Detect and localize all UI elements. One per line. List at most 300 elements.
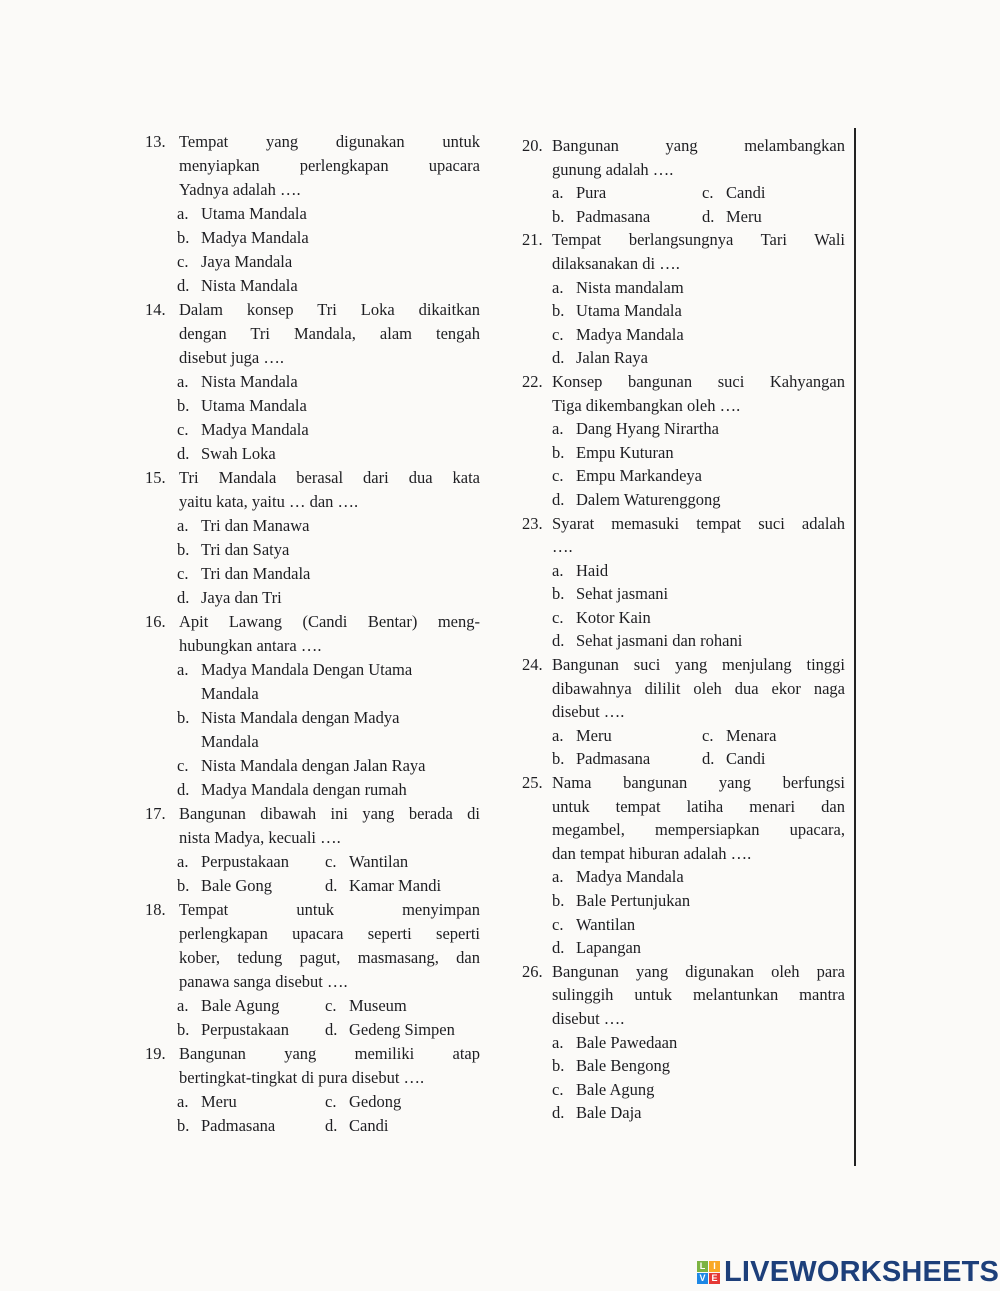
question [145,298,480,466]
logo-text: LIVEWORKSHEETS [724,1256,1000,1288]
option-letter: d. [177,780,190,799]
option-text: Wantilan [349,852,409,871]
answer-option [552,181,702,205]
option-row [552,747,845,771]
option-line: Sehat jasmani [576,584,669,604]
tile-l: L [697,1261,708,1272]
option-line: Jaya Mandala [201,252,293,271]
option-text: Padmasana [201,1116,276,1135]
stem-line: Bangunan yang digunakan oleh para [552,961,845,981]
option-line: Utama Mandala [201,396,307,415]
option-text: Perpustakaan [201,852,289,871]
option-text: Menara [726,725,777,745]
option-line: Bale Pertunjukan [576,891,691,910]
answer-option [552,205,702,229]
answer-option [177,418,480,442]
answer-option [325,850,408,874]
answer-option [177,514,480,538]
option-letter: d. [325,1116,338,1135]
stem-line: untuk tempat latiha menari dan [552,796,845,816]
option-row [552,205,845,229]
tile-i: I [709,1261,720,1272]
answer-option [552,346,845,370]
question-stem [179,1042,480,1090]
question [522,512,845,654]
question-stem [179,610,480,658]
option-line: Utama Mandala [576,301,682,321]
option-line: Mandala [201,732,259,751]
stem-line: nista Madya, kecuali …. [179,828,341,847]
option-line: Kotor Kain [576,607,651,627]
question-stem [179,298,480,370]
option-letter: c. [177,564,189,583]
option-letter: d. [552,631,565,651]
answer-option [177,994,325,1018]
tile-e: E [709,1273,720,1284]
answer-option [177,1090,325,1114]
option-row [177,1090,480,1114]
option-text [201,514,309,538]
answer-option [702,205,762,229]
question-stem [552,771,845,865]
option-text: Candi [726,183,766,203]
option-text [201,586,282,610]
stem-line: megambel, mempersiapkan upacara, [552,820,845,840]
stem-line: Tempat yang digunakan untuk [179,132,480,151]
stem-line: sulinggih untuk melantunkan mantra [552,985,845,1005]
answer-option [552,441,845,465]
option-text [201,394,307,418]
answer-option [325,874,441,898]
question [522,370,845,512]
answer-option [177,226,480,250]
answer-option [177,274,480,298]
question-stem [552,370,845,417]
answer-option [177,562,480,586]
liveworksheets-logo [697,1256,999,1289]
option-letter: a. [552,419,564,439]
answer-option [552,913,845,937]
option-letter: b. [552,891,565,910]
option-letter: a. [177,660,189,679]
option-text: Kamar Mandi [349,876,442,895]
option-letter: c. [177,420,189,439]
column-divider [854,128,856,1166]
option-line: Bale Bengong [576,1056,670,1076]
option-letter: c. [325,1092,337,1111]
option-text: Candi [726,749,766,769]
answer-option [177,538,480,562]
answer-option [552,936,845,960]
question-stem [552,653,845,724]
option-text [576,323,684,347]
option-letter: d. [177,444,190,463]
answer-option [177,442,480,466]
option-text [201,562,310,586]
stem-line: yaitu kata, yaitu … dan …. [179,492,359,511]
option-text: Meru [726,206,762,226]
option-line: Jalan Raya [576,348,648,368]
stem-line: Tempat untuk menyimpan [179,900,480,919]
question [145,610,480,802]
option-row [177,1114,480,1138]
option-letter: c. [552,607,564,627]
option-line: Madya Mandala [576,867,684,887]
option-letter: b. [177,876,190,895]
stem-line: hubungkan antara …. [179,636,322,655]
answer-option [325,994,407,1018]
question-number: 25. [522,773,543,793]
question-number: 19. [145,1044,166,1063]
stem-line: perlengkapan upacara seperti seperti [179,924,480,943]
option-text: Bale Agung [201,996,280,1015]
answer-option [552,323,845,347]
option-text [576,346,648,370]
option-text [576,299,682,323]
option-text [576,1031,677,1055]
option-letter: a. [552,183,564,203]
option-letter: b. [177,1116,190,1135]
question [145,466,480,610]
option-letter: c. [702,183,714,203]
answer-option [552,1031,845,1055]
answer-option [177,202,480,226]
option-line: Tri dan Mandala [201,564,311,583]
option-letter: b. [177,1020,190,1039]
answer-option [552,889,845,913]
option-letter: a. [552,277,564,297]
option-text [576,582,668,606]
answer-option [325,1114,388,1138]
option-line: Nista Mandala [201,276,298,295]
option-letter: b. [552,749,565,769]
answer-option [702,724,776,748]
option-text [576,1078,654,1102]
question [145,1042,480,1138]
option-text [576,276,684,300]
answer-option [552,865,845,889]
question-number: 26. [522,961,543,981]
option-line: Jaya dan Tri [201,588,282,607]
option-letter: d. [552,348,565,368]
answer-option [177,394,480,418]
option-line: Madya Mandala dengan rumah [201,780,407,799]
answer-option [552,464,845,488]
option-text: Bale Gong [201,876,273,895]
option-letter: d. [325,876,338,895]
option-text [576,913,635,937]
option-line: Madya Mandala [201,420,309,439]
option-text: Gedeng Simpen [349,1020,455,1039]
option-text [201,418,309,442]
question-stem [179,898,480,994]
option-letter: c. [177,756,189,775]
question [522,134,845,228]
option-letter: a. [177,1092,189,1111]
option-text [201,778,407,802]
option-line: Bale Daja [576,1103,642,1123]
question-number: 22. [522,371,543,391]
answer-option [552,747,702,771]
option-line: Madya Mandala Dengan Utama [201,660,413,679]
option-text: Museum [349,996,407,1015]
option-letter: c. [552,466,564,486]
stem-line: disebut …. [552,702,625,722]
option-text [576,441,674,465]
stem-line: Nama bangunan yang berfungsi [552,773,845,793]
option-letter: a. [177,372,189,391]
stem-line: bertingkat-tingkat di pura disebut …. [179,1068,425,1087]
option-line: Lapangan [576,938,642,958]
stem-line: kober, tedung pagut, masmasang, dan [179,948,480,967]
stem-line: dilaksanakan di …. [552,253,680,273]
option-text [201,370,298,394]
stem-line: dengan Tri Mandala, alam tengah [179,324,480,343]
answer-option [177,706,480,754]
option-letter: a. [177,204,189,223]
option-letter: a. [552,725,564,745]
answer-option [552,488,845,512]
option-row [552,181,845,205]
question [522,653,845,771]
tile-v: V [697,1273,708,1284]
option-letter: b. [552,584,565,604]
option-letter: b. [177,228,190,247]
option-text: Meru [576,725,612,745]
option-text: Perpustakaan [201,1020,289,1039]
option-text [576,559,608,583]
option-letter: b. [177,396,190,415]
option-letter: a. [552,867,564,887]
question [522,771,845,960]
option-text [201,250,292,274]
option-text [201,754,426,778]
option-text [576,1101,642,1125]
option-line: Utama Mandala [201,204,307,223]
option-line: Haid [576,560,609,580]
option-text [201,226,309,250]
option-line: Bale Pawedaan [576,1032,678,1052]
question-number: 15. [145,468,166,487]
option-letter: a. [177,516,189,535]
option-letter: c. [325,852,337,871]
option-letter: d. [702,206,715,226]
answer-option [177,754,480,778]
option-text: Padmasana [576,749,651,769]
option-row [177,850,480,874]
stem-line: …. [552,537,573,557]
option-letter: b. [552,1056,565,1076]
option-letter: b. [177,708,190,727]
live-tiles-icon [697,1261,720,1284]
option-text [576,464,702,488]
question-stem [552,228,845,275]
option-text [576,936,641,960]
answer-option [552,1101,845,1125]
answer-option [552,299,845,323]
answer-option [552,417,845,441]
question-number: 13. [145,132,166,151]
stem-line: disebut juga …. [179,348,284,367]
option-text: Gedong [349,1092,402,1111]
option-letter: d. [177,588,190,607]
option-letter: b. [177,540,190,559]
answer-option [177,874,325,898]
option-line: Bale Agung [576,1079,655,1099]
option-letter: b. [552,206,565,226]
stem-line: Tiga dikembangkan oleh …. [552,395,741,415]
answer-option [552,629,845,653]
option-line: Dalem Waturenggong [576,489,721,509]
option-letter: d. [325,1020,338,1039]
question [145,130,480,298]
question-number: 23. [522,513,543,533]
answer-option [177,586,480,610]
option-line: Wantilan [576,914,636,934]
option-letter: c. [552,1079,564,1099]
option-letter: d. [702,749,715,769]
option-line: Tri dan Satya [201,540,290,559]
option-letter: a. [177,996,189,1015]
stem-line: dibawahnya dililit oleh dua ekor naga [552,678,845,698]
option-line: Madya Mandala [576,324,684,344]
stem-line: panawa sanga disebut …. [179,972,348,991]
option-text [201,538,289,562]
answer-option [325,1018,455,1042]
stem-line: Konsep bangunan suci Kahyangan [552,371,845,391]
question-stem [179,802,480,850]
option-row [177,1018,480,1042]
option-text: Candi [349,1116,389,1135]
option-row [552,724,845,748]
option-letter: a. [552,1032,564,1052]
answer-option [177,1018,325,1042]
option-line: Sehat jasmani dan rohani [576,631,743,651]
question [145,802,480,898]
option-line: Madya Mandala [201,228,309,247]
left-column [145,130,480,1138]
option-letter: d. [552,938,565,958]
stem-line: Yadnya adalah …. [179,180,301,199]
answer-option [177,250,480,274]
question [522,960,845,1125]
option-text [201,658,412,706]
question-stem [179,466,480,514]
option-letter: a. [552,560,564,580]
stem-line: Bangunan yang melambangkan [552,136,845,155]
option-text: Padmasana [576,206,651,226]
option-text [201,274,298,298]
answer-option [702,181,765,205]
answer-option [177,1114,325,1138]
option-line: Empu Markandeya [576,466,702,486]
stem-line: Tri Mandala berasal dari dua kata [179,468,480,487]
question-number: 14. [145,300,166,319]
question-number: 20. [522,136,543,155]
stem-line: Bangunan yang memiliki atap [179,1044,480,1063]
option-text [576,865,684,889]
option-line: Tri dan Manawa [201,516,310,535]
option-text [576,606,651,630]
option-row [177,874,480,898]
option-letter: c. [177,252,189,271]
option-line: Nista mandalam [576,277,684,297]
answer-option [552,606,845,630]
answer-option [552,582,845,606]
answer-option [177,658,480,706]
option-line: Nista Mandala dengan Jalan Raya [201,756,426,775]
option-text [576,417,719,441]
stem-line: gunung adalah …. [552,159,674,179]
answer-option [177,370,480,394]
option-letter: c. [702,725,714,745]
option-letter: d. [552,489,565,509]
option-text [576,488,721,512]
option-letter: d. [177,276,190,295]
stem-line: Dalam konsep Tri Loka dikaitkan [179,300,480,319]
option-row [177,994,480,1018]
right-column [522,134,845,1125]
question-stem [552,134,845,181]
question-number: 17. [145,804,166,823]
stem-line: disebut …. [552,1008,625,1028]
answer-option [325,1090,401,1114]
answer-option [702,747,765,771]
stem-line: dan tempat hiburan adalah …. [552,843,752,863]
option-letter: a. [177,852,189,871]
question-stem [179,130,480,202]
stem-line: Tempat berlangsungnya Tari Wali [552,230,845,250]
question-number: 24. [522,655,543,675]
answer-option [552,1078,845,1102]
option-line: Nista Mandala [201,372,298,391]
stem-line: Syarat memasuki tempat suci adalah [552,513,845,533]
option-text: Meru [201,1092,237,1111]
option-letter: c. [552,324,564,344]
option-line: Swah Loka [201,444,276,463]
question-stem [552,512,845,559]
option-text [576,629,742,653]
option-line: Dang Hyang Nirartha [576,419,719,439]
question-stem [552,960,845,1031]
option-text [201,202,307,226]
option-line: Empu Kuturan [576,442,674,462]
answer-option [177,778,480,802]
question [522,228,845,370]
question-number: 18. [145,900,166,919]
option-letter: c. [552,914,564,934]
option-text [576,1054,670,1078]
answer-option [177,850,325,874]
option-text [201,442,276,466]
option-line: Nista Mandala dengan Madya [201,708,400,727]
answer-option [552,724,702,748]
answer-option [552,276,845,300]
stem-line: Apit Lawang (Candi Bentar) meng- [179,612,480,631]
option-letter: c. [325,996,337,1015]
question-number: 21. [522,230,543,250]
answer-option [552,1054,845,1078]
option-text: Pura [576,183,607,203]
option-letter: d. [552,1103,565,1123]
option-text [201,706,399,754]
stem-line: menyiapkan perlengkapan upacara [179,156,480,175]
option-text [576,889,690,913]
answer-option [552,559,845,583]
option-letter: b. [552,301,565,321]
question [145,898,480,1042]
question-number: 16. [145,612,166,631]
